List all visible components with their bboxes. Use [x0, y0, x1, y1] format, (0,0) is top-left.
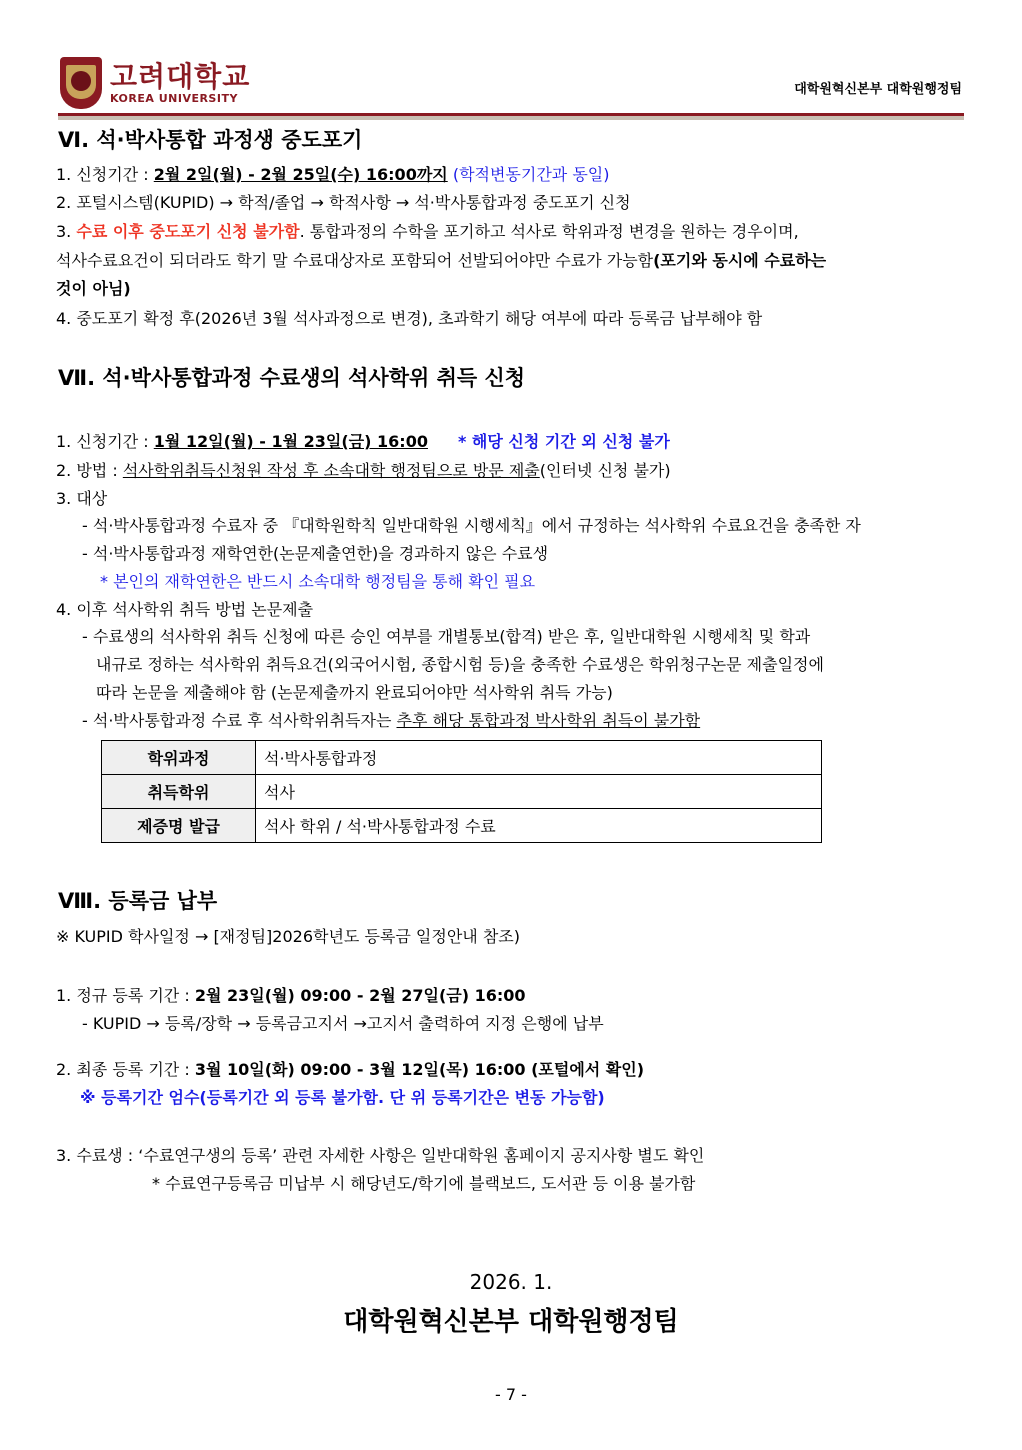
- sec6-item-3-end: 것이 아님): [56, 279, 131, 298]
- logo-korean: 고려대학교: [110, 59, 251, 93]
- sec8-item-3a: * 수료연구등록금 미납부 시 해당년도/학기에 블랙보드, 도서관 등 이용 불가함: [152, 1174, 696, 1193]
- sec7-item-2: 2. 방법 : 석사학위취득신청원 작성 후 소속대학 행정팀으로 방문 제출(인터넷 신청 불가): [56, 461, 671, 480]
- sec7-item-3c-note: * 본인의 재학연한은 반드시 소속대학 행정팀을 통해 확인 필요: [100, 572, 536, 591]
- sec7-item-4: 4. 이후 석사학위 취득 방법 논문제출: [56, 600, 314, 619]
- university-logo: [60, 57, 250, 109]
- sec7-item-3: 3. 대상: [56, 489, 108, 508]
- degree-info-table: [101, 740, 822, 843]
- sec6-item-3: 3. 수료 이후 중도포기 신청 불가함. 통합과정의 수학을 포기하고 석사로 학위과정 변경을 원하는 경우이며,: [56, 222, 799, 241]
- section-8-title: Ⅷ. 등록금 납부: [58, 889, 218, 913]
- header-rule-beige: [58, 116, 964, 120]
- sec7-item-4a-line3: 따라 논문을 제출해야 함 (논문제출까지 완료되어야만 석사학위 취득 가능): [96, 683, 613, 702]
- sec6-item-4: 4. 중도포기 확정 후(2026년 3월 석사과정으로 변경), 초과학기 해당 여부에 따라 등록금 납부해야 함: [56, 309, 763, 328]
- sec6-item-2: 2. 포털시스템(KUPID) → 학적/졸업 → 학적사항 → 석·박사통합과정 중도포기 신청: [56, 193, 631, 212]
- header-department: 대학원혁신본부 대학원행정팀: [794, 82, 962, 97]
- table-key: 제증명 발급: [102, 809, 256, 843]
- table-value: 석사: [256, 775, 822, 809]
- page-number: - 7 -: [495, 1385, 527, 1404]
- table-key: 학위과정: [102, 741, 256, 775]
- table-row: [102, 741, 822, 775]
- sec6-item-3-cont: 석사수료요건이 되더라도 학기 말 수료대상자로 포함되어 선발되어야만 수료가 가능함(포기와 동시에 수료하는: [56, 251, 827, 270]
- sec7-item-1: 1. 신청기간 : 1월 12일(월) - 1월 23일(금) 16:00 * 해당 신청 기간 외 신청 불가: [56, 432, 670, 451]
- table-row: [102, 775, 822, 809]
- sec7-item-3b: - 석·박사통합과정 재학연한(논문제출연한)을 경과하지 않은 수료생: [82, 544, 549, 563]
- table-row: [102, 809, 822, 843]
- sec8-item-1: 1. 정규 등록 기간 : 2월 23일(월) 09:00 - 2월 27일(금) 16:00: [56, 986, 526, 1005]
- section-6-title: Ⅵ. 석·박사통합 과정생 중도포기: [58, 128, 363, 152]
- sec8-item-1a: - KUPID → 등록/장학 → 등록금고지서 →고지서 출력하여 지정 은행에 납부: [82, 1014, 604, 1033]
- sec7-item-4a-line1: - 수료생의 석사학위 취득 신청에 따른 승인 여부를 개별통보(합격) 받은 후, 일반대학원 시행세칙 및 학과: [82, 627, 811, 646]
- footer-organization: 대학원혁신본부 대학원행정팀: [343, 1307, 679, 1337]
- table-key: 취득학위: [102, 775, 256, 809]
- table-value: 석사 학위 / 석·박사통합과정 수료: [256, 809, 822, 843]
- sec7-item-4a-line2: 내규로 정하는 석사학위 취득요건(외국어시험, 종합시험 등)을 충족한 수료생은 학위청구논문 제출일정에: [96, 655, 824, 674]
- sec8-item-2: 2. 최종 등록 기간 : 3월 10일(화) 09:00 - 3월 12일(목) 16:00 (포털에서 확인): [56, 1060, 645, 1079]
- table-value: 석·박사통합과정: [256, 741, 822, 775]
- footer-date: 2026. 1.: [469, 1270, 553, 1294]
- sec8-item-3: 3. 수료생 : ‘수료연구생의 등록’ 관련 자세한 사항은 일반대학원 홈페이지 공지사항 별도 확인: [56, 1146, 705, 1165]
- sec7-item-4b: - 석·박사통합과정 수료 후 석사학위취득자는 추후 해당 통합과정 박사학위 취득이 불가함: [82, 711, 701, 730]
- sec8-item-2-note: ※ 등록기간 엄수(등록기간 외 등록 불가함. 단 위 등록기간은 변동 가능함): [80, 1088, 605, 1107]
- section-7-title: Ⅶ. 석·박사통합과정 수료생의 석사학위 취득 신청: [58, 366, 526, 390]
- sec7-item-3a: - 석·박사통합과정 수료자 중 『대학원학칙 일반대학원 시행세칙』에서 규정하는 석사학위 수료요건을 충족한 자: [82, 516, 861, 535]
- logo-english: KOREA UNIVERSITY: [110, 91, 238, 105]
- crest-icon: [60, 57, 102, 109]
- sec8-reference: ※ KUPID 학사일정 → [재정팀]2026학년도 등록금 일정안내 참조): [56, 927, 520, 946]
- sec6-item-1: 1. 신청기간 : 2월 2일(월) - 2월 25일(수) 16:00까지 (학적변동기간과 동일): [56, 165, 610, 184]
